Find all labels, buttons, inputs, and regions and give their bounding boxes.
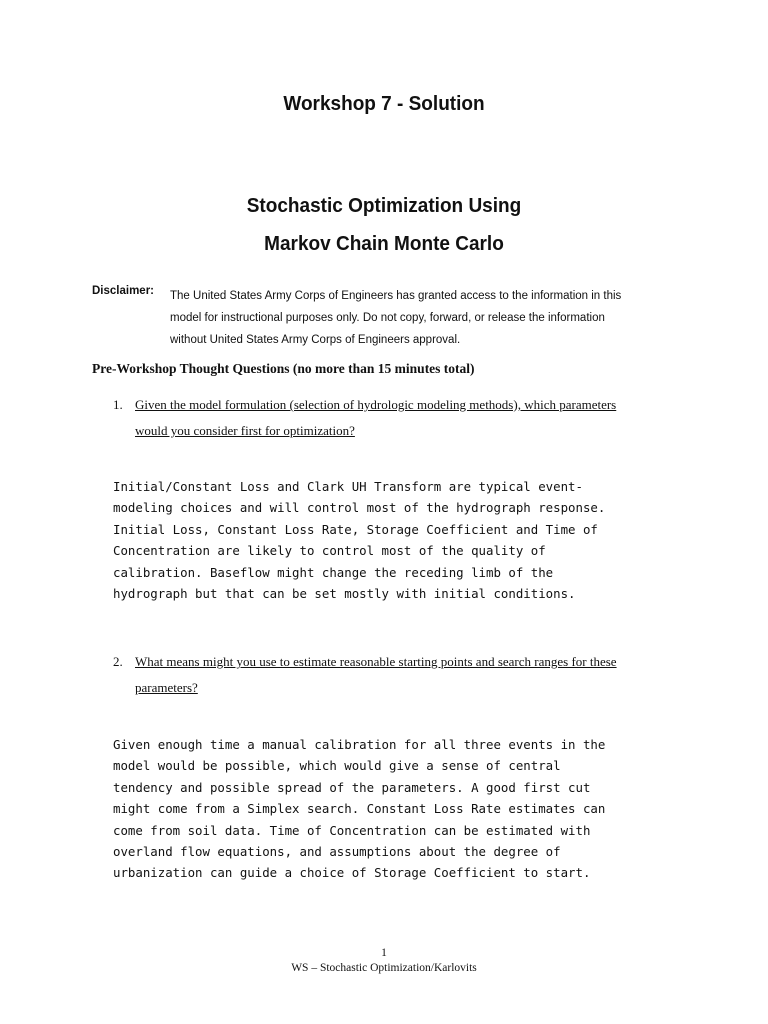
answer-line: Initial/Constant Loss and Clark UH Transform are typical event- [113, 479, 583, 494]
disclaimer-label: Disclaimer: [92, 285, 155, 297]
question-line: would you consider first for optimization? [135, 423, 355, 438]
disclaimer-line: The United States Army Corps of Engineers has granted access to the information in this [170, 290, 622, 302]
section-heading: Pre-Workshop Thought Questions (no more than 15 minutes total) [92, 361, 475, 376]
question-2-number: 2. [113, 654, 123, 669]
footer-text: WS – Stochastic Optimization/Karlovits [291, 962, 477, 974]
disclaimer-text [170, 285, 690, 351]
question-2-text [135, 649, 675, 701]
answer-line: Given enough time a manual calibration for all three events in the [113, 737, 606, 752]
answer-line: Concentration are likely to control most of the quality of [113, 543, 546, 559]
disclaimer-line: without United States Army Corps of Engineers approval. [170, 334, 461, 346]
answer-2 [113, 734, 673, 884]
page-number: 1 [381, 947, 387, 959]
answer-line: calibration. Baseflow might change the receding limb of the [113, 564, 554, 580]
question-line: Given the model formulation (selection of hydrologic modeling methods), which parameters [135, 397, 617, 412]
document-subtitle-line-2: Markov Chain Monte Carlo [264, 233, 504, 255]
answer-line: tendency and possible spread of the parameters. A good first cut [113, 779, 591, 795]
question-1-text [135, 392, 675, 444]
answer-line: Initial Loss, Constant Loss Rate, Storage Coefficient and Time of [113, 521, 598, 537]
document-title: Workshop 7 - Solution [283, 93, 485, 115]
question-line: parameters? [135, 680, 198, 695]
page-footer [0, 946, 768, 976]
answer-line: hydrograph but that can be set mostly with initial conditions. [113, 586, 576, 602]
disclaimer-line: model for instructional purposes only. Do not copy, forward, or release the information [170, 312, 605, 324]
answer-line: urbanization can guide a choice of Storage Coefficient to start. [113, 865, 591, 881]
document-subtitle-line-1: Stochastic Optimization Using [246, 195, 522, 217]
answer-line: model would be possible, which would give a sense of central [113, 758, 561, 774]
question-1-number: 1. [113, 397, 123, 412]
answer-line: overland flow equations, and assumptions about the degree of [113, 844, 561, 860]
answer-line: modeling choices and will control most of the hydrograph response. [113, 500, 606, 516]
answer-1 [113, 476, 673, 604]
question-line: What means might you use to estimate reasonable starting points and search ranges for these [135, 654, 617, 669]
answer-line: might come from a Simplex search. Constant Loss Rate estimates can [113, 801, 606, 817]
answer-line: come from soil data. Time of Concentration can be estimated with [113, 822, 591, 838]
